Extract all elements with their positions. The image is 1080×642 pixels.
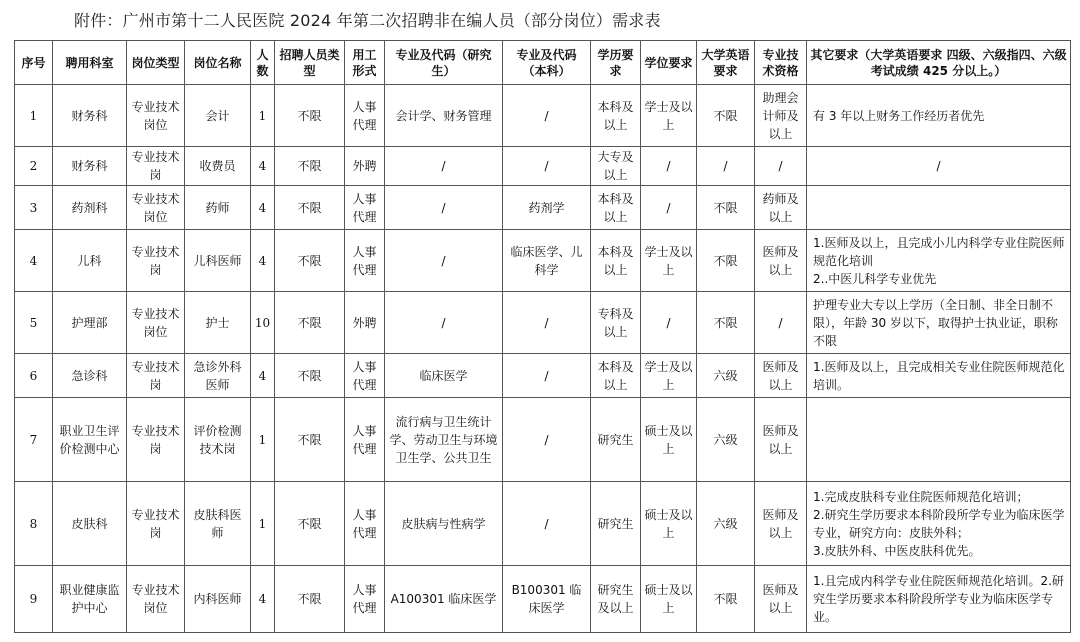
cell-employment-form: 外聘 <box>345 147 385 186</box>
cell-degree: 硕士及以上 <box>641 398 697 482</box>
cell-degree: 硕士及以上 <box>641 566 697 633</box>
cell-employment-form: 人事代理 <box>345 186 385 230</box>
header-post-type: 岗位类型 <box>127 41 185 85</box>
cell-major-graduate: 会计学、财务管理 <box>385 85 503 147</box>
table-row <box>15 398 1071 482</box>
cell-major-undergrad: 药剂学 <box>503 186 591 230</box>
cell-education: 研究生 <box>591 398 641 482</box>
cell-qualification: 医师及以上 <box>755 398 807 482</box>
header-employment-form: 用工形式 <box>345 41 385 85</box>
cell-headcount: 4 <box>251 230 275 292</box>
header-department: 聘用科室 <box>53 41 127 85</box>
cell-major-undergrad: / <box>503 398 591 482</box>
cell-department: 药剂科 <box>53 186 127 230</box>
cell-major-graduate: 皮肤病与性病学 <box>385 482 503 566</box>
cell-post-name: 儿科医师 <box>185 230 251 292</box>
cell-degree: / <box>641 147 697 186</box>
cell-headcount: 4 <box>251 147 275 186</box>
cell-post-name: 收费员 <box>185 147 251 186</box>
cell-education: 研究生 <box>591 482 641 566</box>
cell-recruit-type: 不限 <box>275 147 345 186</box>
cell-post-name: 护士 <box>185 292 251 354</box>
cell-seq: 7 <box>15 398 53 482</box>
cell-headcount: 1 <box>251 85 275 147</box>
cell-recruit-type: 不限 <box>275 482 345 566</box>
cell-department: 财务科 <box>53 147 127 186</box>
cell-degree: / <box>641 186 697 230</box>
cell-major-undergrad: / <box>503 147 591 186</box>
cell-education: 本科及以上 <box>591 85 641 147</box>
cell-post-name: 皮肤科医师 <box>185 482 251 566</box>
cell-post-name: 评价检测技术岗 <box>185 398 251 482</box>
cell-recruit-type: 不限 <box>275 354 345 398</box>
header-major-undergrad: 专业及代码（本科） <box>503 41 591 85</box>
cell-other-requirements <box>807 186 1071 230</box>
cell-degree: 硕士及以上 <box>641 482 697 566</box>
cell-recruit-type: 不限 <box>275 85 345 147</box>
cell-major-undergrad: B100301 临床医学 <box>503 566 591 633</box>
cell-major-undergrad: / <box>503 85 591 147</box>
cell-qualification: 助理会计师及以上 <box>755 85 807 147</box>
header-recruit-type: 招聘人员类型 <box>275 41 345 85</box>
cell-recruit-type: 不限 <box>275 566 345 633</box>
cell-degree: / <box>641 292 697 354</box>
cell-degree: 学士及以上 <box>641 230 697 292</box>
header-row <box>15 41 1071 85</box>
cell-recruit-type: 不限 <box>275 292 345 354</box>
cell-other-requirements: 1.医师及以上，且完成相关专业住院医师规范化培训。 <box>807 354 1071 398</box>
cell-major-undergrad: / <box>503 482 591 566</box>
cell-major-graduate: A100301 临床医学 <box>385 566 503 633</box>
cell-english: 不限 <box>697 566 755 633</box>
cell-other-requirements: 1.完成皮肤科专业住院医师规范化培训； 2.研究生学历要求本科阶段所学专业为临床医学专业，研究方向：皮肤外科； 3.皮肤外科、中医皮肤科优先。 <box>807 482 1071 566</box>
cell-major-undergrad: 临床医学、儿科学 <box>503 230 591 292</box>
cell-post-type: 专业技术岗位 <box>127 85 185 147</box>
cell-other-requirements: / <box>807 147 1071 186</box>
cell-seq: 9 <box>15 566 53 633</box>
cell-english: 不限 <box>697 292 755 354</box>
document-title: 附件：广州市第十二人民医院 2024 年第二次招聘非在编人员（部分岗位）需求表 <box>74 11 661 30</box>
cell-recruit-type: 不限 <box>275 186 345 230</box>
table-row <box>15 186 1071 230</box>
cell-employment-form: 人事代理 <box>345 398 385 482</box>
header-seq: 序号 <box>15 41 53 85</box>
cell-department: 儿科 <box>53 230 127 292</box>
table-row <box>15 85 1071 147</box>
cell-seq: 2 <box>15 147 53 186</box>
table-row <box>15 230 1071 292</box>
cell-english: 六级 <box>697 398 755 482</box>
cell-employment-form: 人事代理 <box>345 230 385 292</box>
cell-qualification: 医师及以上 <box>755 482 807 566</box>
cell-recruit-type: 不限 <box>275 230 345 292</box>
cell-department: 护理部 <box>53 292 127 354</box>
cell-department: 职业健康监护中心 <box>53 566 127 633</box>
cell-employment-form: 人事代理 <box>345 482 385 566</box>
cell-post-type: 专业技术岗 <box>127 482 185 566</box>
cell-post-type: 专业技术岗位 <box>127 186 185 230</box>
header-other-requirements: 其它要求（大学英语要求 四级、六级指四、六级考试成绩 425 分以上。） <box>807 41 1071 85</box>
cell-seq: 4 <box>15 230 53 292</box>
cell-employment-form: 人事代理 <box>345 354 385 398</box>
cell-qualification: 药师及以上 <box>755 186 807 230</box>
cell-major-graduate: / <box>385 292 503 354</box>
cell-seq: 5 <box>15 292 53 354</box>
cell-major-graduate: 临床医学 <box>385 354 503 398</box>
requirements-table <box>14 40 1071 633</box>
cell-department: 职业卫生评价检测中心 <box>53 398 127 482</box>
cell-post-name: 急诊外科医师 <box>185 354 251 398</box>
cell-education: 大专及以上 <box>591 147 641 186</box>
cell-other-requirements: 1.且完成内科学专业住院医师规范化培训。2.研究生学历要求本科阶段所学专业为临床医学专业。 <box>807 566 1071 633</box>
table-row <box>15 482 1071 566</box>
cell-seq: 6 <box>15 354 53 398</box>
cell-degree: 学士及以上 <box>641 354 697 398</box>
cell-post-name: 内科医师 <box>185 566 251 633</box>
cell-headcount: 4 <box>251 354 275 398</box>
cell-department: 财务科 <box>53 85 127 147</box>
cell-post-type: 专业技术岗 <box>127 398 185 482</box>
cell-post-name: 会计 <box>185 85 251 147</box>
cell-education: 本科及以上 <box>591 230 641 292</box>
table-row <box>15 147 1071 186</box>
cell-headcount: 10 <box>251 292 275 354</box>
table-row <box>15 566 1071 633</box>
cell-employment-form: 外聘 <box>345 292 385 354</box>
cell-major-graduate: 流行病与卫生统计学、劳动卫生与环境卫生学、公共卫生 <box>385 398 503 482</box>
cell-seq: 1 <box>15 85 53 147</box>
cell-english: 不限 <box>697 230 755 292</box>
cell-other-requirements <box>807 398 1071 482</box>
header-post-name: 岗位名称 <box>185 41 251 85</box>
cell-headcount: 1 <box>251 482 275 566</box>
table-row <box>15 354 1071 398</box>
cell-degree: 学士及以上 <box>641 85 697 147</box>
cell-qualification: 医师及以上 <box>755 566 807 633</box>
header-headcount: 人数 <box>251 41 275 85</box>
cell-qualification: 医师及以上 <box>755 230 807 292</box>
table-row <box>15 292 1071 354</box>
cell-english: 不限 <box>697 85 755 147</box>
cell-recruit-type: 不限 <box>275 398 345 482</box>
header-english: 大学英语要求 <box>697 41 755 85</box>
cell-headcount: 4 <box>251 186 275 230</box>
cell-post-type: 专业技术岗 <box>127 230 185 292</box>
cell-headcount: 1 <box>251 398 275 482</box>
cell-other-requirements: 护理专业大专以上学历（全日制、非全日制不限），年龄 30 岁以下，取得护士执业证，职称不限 <box>807 292 1071 354</box>
cell-department: 急诊科 <box>53 354 127 398</box>
cell-post-type: 专业技术岗位 <box>127 566 185 633</box>
cell-english: / <box>697 147 755 186</box>
cell-major-graduate: / <box>385 230 503 292</box>
cell-major-graduate: / <box>385 186 503 230</box>
header-qualification: 专业技术资格 <box>755 41 807 85</box>
cell-qualification: / <box>755 147 807 186</box>
cell-post-name: 药师 <box>185 186 251 230</box>
cell-department: 皮肤科 <box>53 482 127 566</box>
cell-qualification: 医师及以上 <box>755 354 807 398</box>
cell-other-requirements: 有 3 年以上财务工作经历者优先 <box>807 85 1071 147</box>
cell-post-type: 专业技术岗 <box>127 147 185 186</box>
cell-education: 研究生及以上 <box>591 566 641 633</box>
cell-other-requirements: 1.医师及以上，且完成小儿内科学专业住院医师规范化培训 2..中医儿科学专业优先 <box>807 230 1071 292</box>
cell-post-type: 专业技术岗位 <box>127 292 185 354</box>
header-major-graduate: 专业及代码（研究生） <box>385 41 503 85</box>
table-body <box>15 85 1071 633</box>
cell-english: 六级 <box>697 482 755 566</box>
cell-employment-form: 人事代理 <box>345 85 385 147</box>
cell-major-graduate: / <box>385 147 503 186</box>
cell-english: 六级 <box>697 354 755 398</box>
cell-qualification: / <box>755 292 807 354</box>
header-education: 学历要求 <box>591 41 641 85</box>
cell-major-undergrad: / <box>503 354 591 398</box>
cell-education: 专科及以上 <box>591 292 641 354</box>
cell-education: 本科及以上 <box>591 186 641 230</box>
cell-post-type: 专业技术岗 <box>127 354 185 398</box>
cell-english: 不限 <box>697 186 755 230</box>
cell-major-undergrad: / <box>503 292 591 354</box>
cell-seq: 3 <box>15 186 53 230</box>
header-degree: 学位要求 <box>641 41 697 85</box>
cell-education: 本科及以上 <box>591 354 641 398</box>
cell-seq: 8 <box>15 482 53 566</box>
cell-employment-form: 人事代理 <box>345 566 385 633</box>
cell-headcount: 4 <box>251 566 275 633</box>
